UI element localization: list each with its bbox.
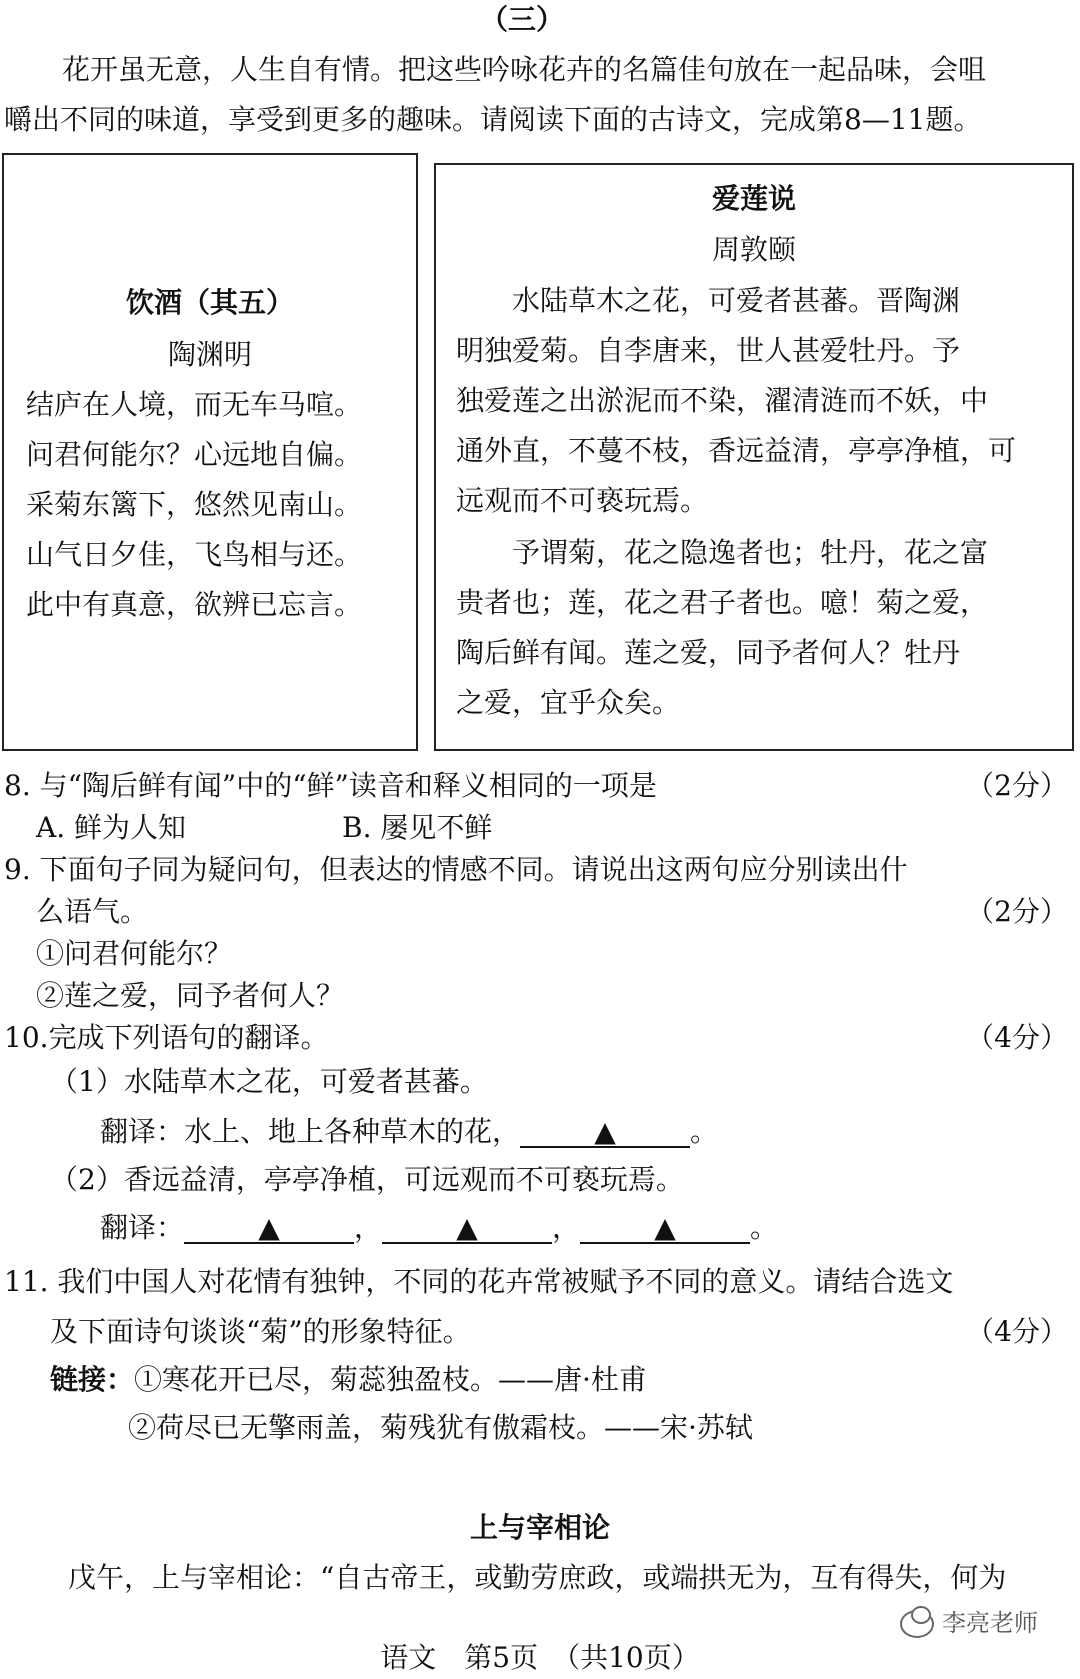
page-footer: 语文 第5页 （共10页） — [380, 1641, 700, 1674]
q10-part-2: （2）香远益清，亭亭净植，可远观而不可亵玩焉。 — [50, 1163, 684, 1196]
poem-line: 采菊东篱下，悠然见南山。 — [26, 488, 363, 521]
essay-author: 周敦颐 — [711, 233, 796, 266]
essay-line: 陶后鲜有闻。莲之爱，同予者何人？牡丹 — [456, 636, 961, 669]
q9-sentence-1: ①问君何能尔？ — [36, 937, 233, 970]
watermark: 李亮老师 — [900, 1608, 1038, 1639]
q11-link-2: ②荷尽已无擎雨盖，菊残犹有傲霜枝。——宋·苏轼 — [128, 1411, 753, 1444]
q11-score: （4分） — [966, 1315, 1068, 1348]
q8-option-b: B. 屡见不鲜 — [342, 811, 493, 844]
q10-part-1: （1）水陆草木之花，可爱者甚蕃。 — [50, 1065, 488, 1098]
intro-line-1: 花开虽无意，人生自有情。把这些吟咏花卉的名篇佳句放在一起品味，会咀 — [62, 53, 987, 86]
q11-stem-cont: 及下面诗句谈谈“菊”的形象特征。 — [50, 1315, 471, 1348]
wechat-icon — [900, 1610, 934, 1638]
answer-blank[interactable]: ▲ — [184, 1214, 354, 1244]
essay-line: 独爱莲之出淤泥而不染，濯清涟而不妖，中 — [456, 384, 989, 417]
poem-box — [2, 153, 418, 751]
poem-author: 陶渊明 — [167, 338, 252, 371]
q11-stem: 11. 我们中国人对花情有独钟，不同的花卉常被赋予不同的意义。请结合选文 — [4, 1265, 954, 1298]
q9-sentence-2: ②莲之爱，同予者何人？ — [36, 979, 345, 1012]
essay-line: 远观而不可亵玩焉。 — [456, 484, 709, 517]
poem-line: 山气日夕佳，飞鸟相与还。 — [26, 538, 363, 571]
poem-line: 问君何能尔？心远地自偏。 — [26, 438, 363, 471]
q9-stem: 9. 下面句子同为疑问句，但表达的情感不同。请说出这两句应分别读出什 — [4, 853, 908, 886]
q10-translation-1: 翻译：水上、地上各种草木的花， ▲ 。 — [100, 1115, 719, 1148]
essay-line: 通外直，不蔓不枝，香远益清，亭亭净植，可 — [456, 434, 1017, 467]
q9-stem-cont: 么语气。 — [36, 895, 149, 928]
q8-option-a: A. 鲜为人知 — [36, 811, 187, 844]
essay-line: 予谓菊，花之隐逸者也；牡丹，花之富 — [456, 536, 989, 569]
essay-line: 贵者也；莲，花之君子者也。噫！菊之爱， — [456, 586, 989, 619]
poem-title: 饮酒（其五） — [125, 286, 294, 319]
intro-line-2: 嚼出不同的味道，享受到更多的趣味。请阅读下面的古诗文，完成第8—11题。 — [4, 103, 982, 136]
q8-score: （2分） — [966, 769, 1068, 802]
essay-line: 明独爱菊。自李唐来，世人甚爱牡丹。予 — [456, 334, 961, 367]
link-label: 链接： — [50, 1363, 135, 1396]
essay-line: 水陆草木之花，可爱者甚蕃。晋陶渊 — [456, 284, 961, 317]
q11-link-1: 链接：①寒花开已尽，菊蕊独盈枝。——唐·杜甫 — [50, 1363, 647, 1396]
poem-line: 结庐在人境，而无车马喧。 — [26, 388, 363, 421]
answer-blank[interactable]: ▲ — [382, 1214, 552, 1244]
essay-line: 之爱，宜乎众矣。 — [456, 686, 681, 719]
q10-score: （4分） — [966, 1021, 1068, 1054]
next-passage-line: 戊午，上与宰相论：“自古帝王，或勤劳庶政，或端拱无为，互有得失，何为 — [40, 1561, 1007, 1594]
section-title: （三） — [480, 3, 565, 36]
essay-title: 爱莲说 — [711, 182, 796, 215]
answer-blank[interactable]: ▲ — [520, 1118, 690, 1148]
poem-line: 此中有真意，欲辨已忘言。 — [26, 588, 363, 621]
next-passage-title: 上与宰相论 — [469, 1511, 610, 1544]
q9-score: （2分） — [966, 895, 1068, 928]
essay-box — [434, 163, 1074, 751]
q10-stem: 10.完成下列语句的翻译。 — [4, 1021, 329, 1054]
q10-translation-2: 翻译： ▲ ， ▲ ， ▲ 。 — [100, 1211, 779, 1244]
q8-stem: 8. 与“陶后鲜有闻”中的“鲜”读音和释义相同的一项是 — [4, 769, 657, 802]
answer-blank[interactable]: ▲ — [580, 1214, 750, 1244]
